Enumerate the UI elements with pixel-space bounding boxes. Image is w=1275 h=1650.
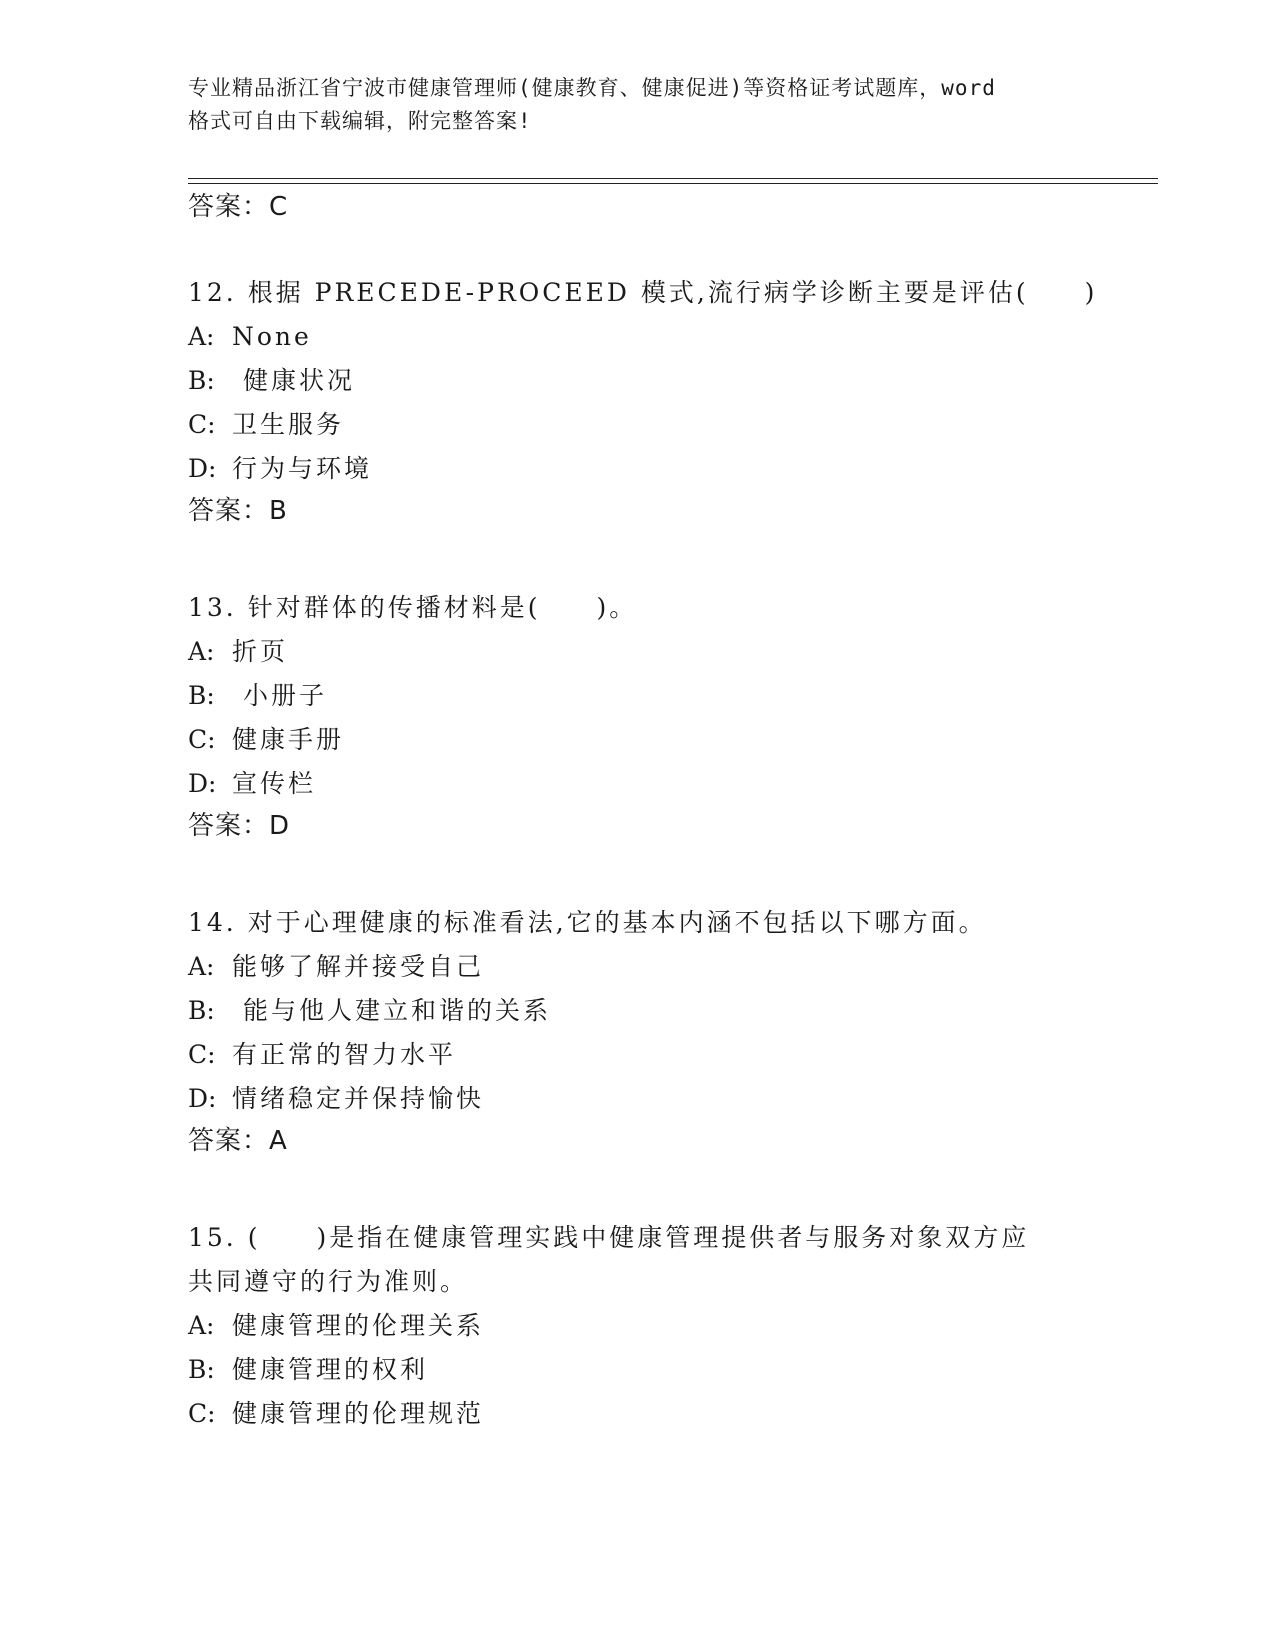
question-12-text: 12. 根据 PRECEDE-PROCEED 模式,流行病学诊断主要是评估( ) bbox=[188, 278, 1098, 307]
option-text: 情绪稳定并保持愉快 bbox=[232, 1084, 485, 1113]
header-line-1: 专业精品浙江省宁波市健康管理师(健康教育、健康促进)等资格证考试题库，word bbox=[188, 76, 996, 100]
question-14-option-c bbox=[188, 1038, 456, 1072]
option-text: 健康管理的权利 bbox=[232, 1355, 429, 1384]
question-13-option-d bbox=[188, 767, 316, 801]
question-15-option-c bbox=[188, 1397, 484, 1431]
question-13-option-a bbox=[188, 635, 288, 669]
question-15-option-b bbox=[188, 1353, 428, 1387]
question-12-answer: 答案：B bbox=[188, 496, 288, 526]
option-text: 健康状况 bbox=[232, 366, 355, 395]
option-key: D: bbox=[188, 1084, 217, 1113]
option-key: B: bbox=[188, 996, 215, 1025]
question-13-text: 13. 针对群体的传播材料是( )。 bbox=[188, 593, 638, 622]
option-key: B: bbox=[188, 1355, 215, 1384]
option-key: B: bbox=[188, 366, 215, 395]
document-header bbox=[188, 72, 1088, 138]
question-12-option-b bbox=[188, 364, 355, 398]
question-15-option-a bbox=[188, 1309, 484, 1343]
option-text: 健康手册 bbox=[232, 725, 345, 754]
option-text: 健康管理的伦理关系 bbox=[232, 1311, 485, 1340]
option-key: C: bbox=[188, 1040, 216, 1069]
option-key: C: bbox=[188, 410, 216, 439]
option-text: 行为与环境 bbox=[232, 454, 373, 483]
option-text: 健康管理的伦理规范 bbox=[232, 1399, 485, 1428]
question-13-option-c bbox=[188, 723, 344, 757]
header-divider-bottom bbox=[188, 183, 1158, 184]
option-key: C: bbox=[188, 725, 216, 754]
option-text: 折页 bbox=[232, 637, 289, 666]
header-line-2: 格式可自由下载编辑，附完整答案! bbox=[188, 109, 532, 133]
previous-answer: 答案：C bbox=[188, 192, 289, 222]
option-key: C: bbox=[188, 1399, 216, 1428]
option-text: 有正常的智力水平 bbox=[232, 1040, 457, 1069]
option-key: D: bbox=[188, 454, 217, 483]
question-15-text-line-1: 15. ( )是指在健康管理实践中健康管理提供者与服务对象双方应 bbox=[188, 1223, 1030, 1252]
question-12-option-d bbox=[188, 452, 372, 486]
option-text: 小册子 bbox=[232, 681, 327, 710]
question-14-option-d bbox=[188, 1082, 484, 1116]
option-text: None bbox=[232, 322, 312, 351]
question-14-answer: 答案：A bbox=[188, 1126, 288, 1156]
option-key: A: bbox=[188, 1311, 215, 1340]
question-14-option-b bbox=[188, 994, 551, 1028]
option-key: D: bbox=[188, 769, 217, 798]
option-key: A: bbox=[188, 637, 215, 666]
header-divider-top bbox=[188, 178, 1158, 179]
option-key: B: bbox=[188, 681, 215, 710]
question-12-option-a bbox=[188, 320, 312, 354]
option-text: 能与他人建立和谐的关系 bbox=[232, 996, 551, 1025]
question-14-option-a bbox=[188, 950, 484, 984]
option-text: 宣传栏 bbox=[232, 769, 317, 798]
option-text: 能够了解并接受自己 bbox=[232, 952, 485, 981]
question-14-text: 14. 对于心理健康的标准看法,它的基本内涵不包括以下哪方面。 bbox=[188, 908, 987, 937]
question-13-answer: 答案：D bbox=[188, 811, 291, 841]
option-key: A: bbox=[188, 322, 215, 351]
option-key: A: bbox=[188, 952, 215, 981]
question-13-option-b bbox=[188, 679, 327, 713]
question-15-text-line-2: 共同遵守的行为准则。 bbox=[188, 1267, 469, 1296]
question-12-option-c bbox=[188, 408, 344, 442]
option-text: 卫生服务 bbox=[232, 410, 345, 439]
